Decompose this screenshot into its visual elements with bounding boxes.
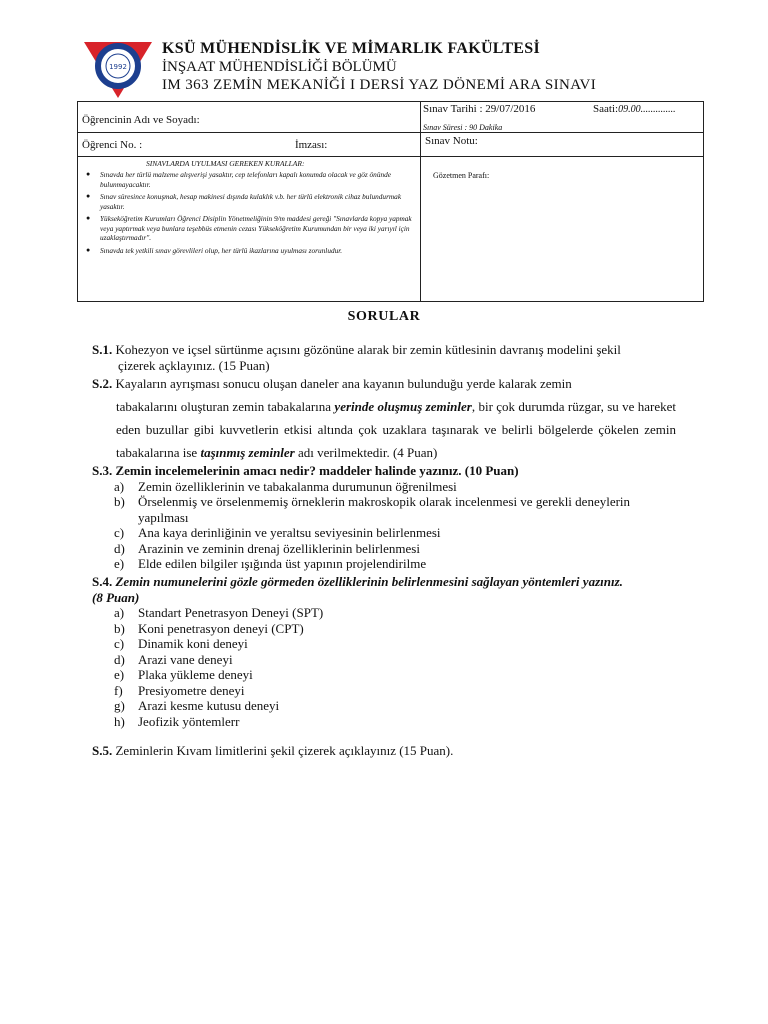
signature-label: İmzası: [294,139,328,151]
list-item: e) Plaka yükleme deneyi [114,667,253,682]
list-item: b) Koni penetrasyon deneyi (CPT) [114,620,304,636]
rule-item: ● Yükseköğretim Kurumları Öğrenci Disiplin Yönetmeliğinin 9/m maddesi gereği "Sınavlarda kopya yapmak veya yaptırmak veya bunlara teşebbüs etmenin cezası Yükseköğretim Kurumundan bir veya iki yarıyıl için uzaklaştırmadır". [100,214,416,243]
proctor-label: Gözetmen Parafı: [433,171,490,180]
list-item: b) Örselenmiş ve örselenmemiş örneklerin makroskopik olarak incelenmesi ve gerekli deneylerin yapılması [114,494,631,525]
exam-duration: Sınav Süresi : 90 Dakika [423,123,503,132]
list-item: a) Standart Penetrasyon Deneyi (SPT) [114,605,324,620]
list-item: g) Arazi kesme kutusu deneyi [114,698,280,713]
question-1 [92,342,676,373]
rule-item: ● Sınav süresince konuşmak, hesap makinesi dışında kulaklık v.b. her türlü elektronik cihaz bulundurmak yasaktır. [100,192,416,211]
question-text: Zeminlerin Kıvam limitlerini şekil çizerek açıklayınız (15 Puan). [112,743,454,758]
student-name-cell[interactable] [78,102,421,133]
proctor-cell[interactable] [421,157,704,302]
faculty-name: KSÜ MÜHENDİSLİK VE MİMARLIK FAKÜLTESİ [162,40,540,57]
rule-item: ● Sınavda her türlü malzeme alışverişi yasaktır, cep telefonları kapalı konumda olacak ve göz önünde bulunmayacaktır. [100,170,416,189]
term-in-situ: yerinde oluşmuş zeminler [334,399,472,414]
question-title: S.4. Zemin numunelerini gözle görmeden özelliklerinin belirlenmesini sağlayan yöntemleri yazınız. (8 Puan) [92,574,623,605]
question-3 [92,463,676,572]
student-no-label: Öğrenci No. : [82,139,143,151]
rule-item: ● Sınavda tek yetkili sınav görevlileri olup, her türlü ikazlarına uyulması zorunludur. [100,246,416,256]
question-number: S.1. [92,342,113,357]
question-text: Kohezyon ve içsel sürtünme açısını gözönüne alarak bir zemin kütlesinin davranış modelini şekil [112,342,621,357]
exam-date-cell [421,102,704,133]
rules-title: SINAVLARDA UYULMASI GEREKEN KURALLAR: [146,159,305,168]
list-item: d) Arazi vane deneyi [114,651,233,667]
exam-title: IM 363 ZEMİN MEKANİĞİ I DERSİ YAZ DÖNEMİ ARA SINAVI [162,77,597,93]
student-info-table [77,101,704,302]
question-5 [92,743,676,759]
question-text-cont: çizerek açklayınız. (15 Puan) [118,357,270,373]
answer-list [92,605,676,729]
list-item: h) Jeofizik yöntemlerr [114,713,240,729]
grade-label: Sınav Notu: [425,135,478,147]
list-item: f) Presiyometre deneyi [114,682,245,698]
student-name-label: Öğrencinin Adı ve Soyadı: [82,114,200,126]
question-2: S.2. Kayaların ayrışması sonucu oluşan daneler ana kayanın bulunduğu yerde kalarak zemin tabakalarını oluşturan zemin tabakalarına yerinde oluşmuş zeminler, bir çok durumda rüzgar, su ve hareket eden buzullar gibi kuvvetlerin etkisi altında çok uzaklara taşınarak ve belirli bölgelerde çökelen zemin tabakalarına ise taşınmış zeminler adı verilmektedir. (4 Puan) [92,376,676,460]
department-name: İNŞAAT MÜHENDİSLİĞİ BÖLÜMÜ [162,59,397,75]
list-item: e) Elde edilen bilgiler ışığında üst yapının projelendirilme [114,556,427,571]
question-title: S.3. Zemin incelemelerinin amacı nedir? maddeler halinde yazınız. (10 Puan) [92,463,519,478]
question-number: S.2. [92,376,113,391]
logo-year: 1992 [109,63,127,71]
grade-cell[interactable] [421,133,704,157]
exam-header [162,40,596,94]
student-no-cell[interactable] [78,133,421,157]
list-item: c) Dinamik koni deneyi [114,636,248,651]
question-4 [92,574,676,729]
university-logo [82,40,154,102]
list-item: a) Zemin özelliklerinin ve tabakalanma durumunun öğrenilmesi [114,478,457,494]
section-title: SORULAR [347,309,421,324]
exam-date: Sınav Tarihi : 29/07/2016 [423,103,536,115]
exam-rules [78,157,421,302]
question-number: S.5. [92,743,113,758]
list-item: c) Ana kaya derinliğinin ve yeraltsu seviyesinin belirlenmesi [114,525,441,540]
rules-list [82,170,416,255]
exam-time: Saati:09.00.............. [593,103,676,115]
answer-list [92,479,676,572]
list-item: d) Arazinin ve zeminin drenaj özelliklerinin belirlenmesi [114,540,420,556]
term-transported: taşınmış zeminler [200,445,295,460]
